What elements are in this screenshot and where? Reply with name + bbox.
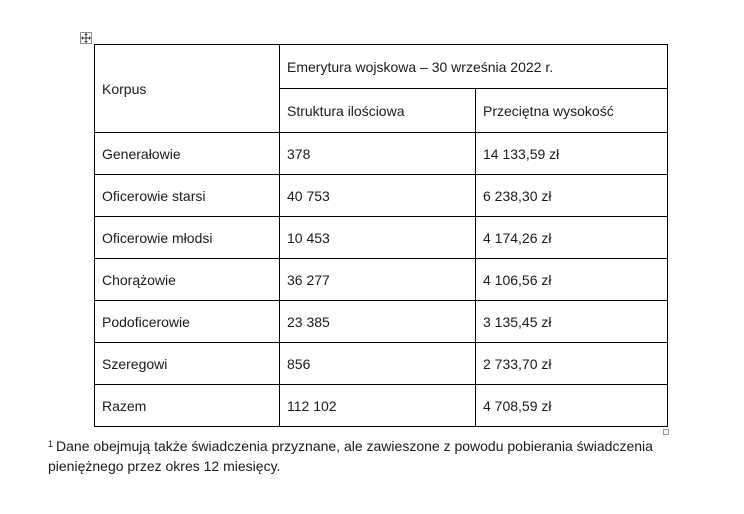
footnote-text: Dane obejmują także świadczenia przyznane, ale zawieszone z powodu pobierania świadczenia pieniężnego przez okres 12 miesięcy. bbox=[48, 438, 653, 474]
table-row bbox=[95, 217, 668, 259]
table-row bbox=[95, 175, 668, 217]
table-row bbox=[95, 133, 668, 175]
row-avg[interactable]: 2 733,70 zł bbox=[476, 343, 668, 385]
pension-table bbox=[94, 44, 668, 427]
table-row bbox=[95, 343, 668, 385]
row-avg[interactable]: 14 133,59 zł bbox=[476, 133, 668, 175]
row-label[interactable]: Podoficerowie bbox=[95, 301, 280, 343]
row-avg[interactable]: 3 135,45 zł bbox=[476, 301, 668, 343]
row-label[interactable]: Oficerowie starsi bbox=[95, 175, 280, 217]
row-count[interactable]: 112 102 bbox=[280, 385, 476, 427]
row-label[interactable]: Szeregowi bbox=[95, 343, 280, 385]
row-label[interactable]: Chorążowie bbox=[95, 259, 280, 301]
row-count[interactable]: 36 277 bbox=[280, 259, 476, 301]
table-row-total bbox=[95, 385, 668, 427]
header-count[interactable]: Struktura ilościowa bbox=[280, 89, 476, 133]
row-avg[interactable]: 6 238,30 zł bbox=[476, 175, 668, 217]
row-count[interactable]: 40 753 bbox=[280, 175, 476, 217]
row-avg[interactable]: 4 106,56 zł bbox=[476, 259, 668, 301]
table-move-handle-icon[interactable] bbox=[80, 32, 92, 44]
header-korpus[interactable]: Korpus bbox=[95, 45, 280, 133]
footnote-marker: 1 bbox=[48, 439, 54, 449]
table-resize-handle[interactable] bbox=[663, 429, 669, 435]
footnote[interactable] bbox=[48, 436, 708, 476]
row-count[interactable]: 10 453 bbox=[280, 217, 476, 259]
row-avg[interactable]: 4 708,59 zł bbox=[476, 385, 668, 427]
row-label[interactable]: Generałowie bbox=[95, 133, 280, 175]
row-count[interactable]: 856 bbox=[280, 343, 476, 385]
table-header-row bbox=[95, 45, 668, 89]
row-label[interactable]: Oficerowie młodsi bbox=[95, 217, 280, 259]
table-row bbox=[95, 259, 668, 301]
row-count[interactable]: 378 bbox=[280, 133, 476, 175]
row-count[interactable]: 23 385 bbox=[280, 301, 476, 343]
table-row bbox=[95, 301, 668, 343]
header-avg[interactable]: Przeciętna wysokość bbox=[476, 89, 668, 133]
row-label[interactable]: Razem bbox=[95, 385, 280, 427]
header-group-title[interactable]: Emerytura wojskowa – 30 września 2022 r. bbox=[280, 45, 668, 89]
row-avg[interactable]: 4 174,26 zł bbox=[476, 217, 668, 259]
